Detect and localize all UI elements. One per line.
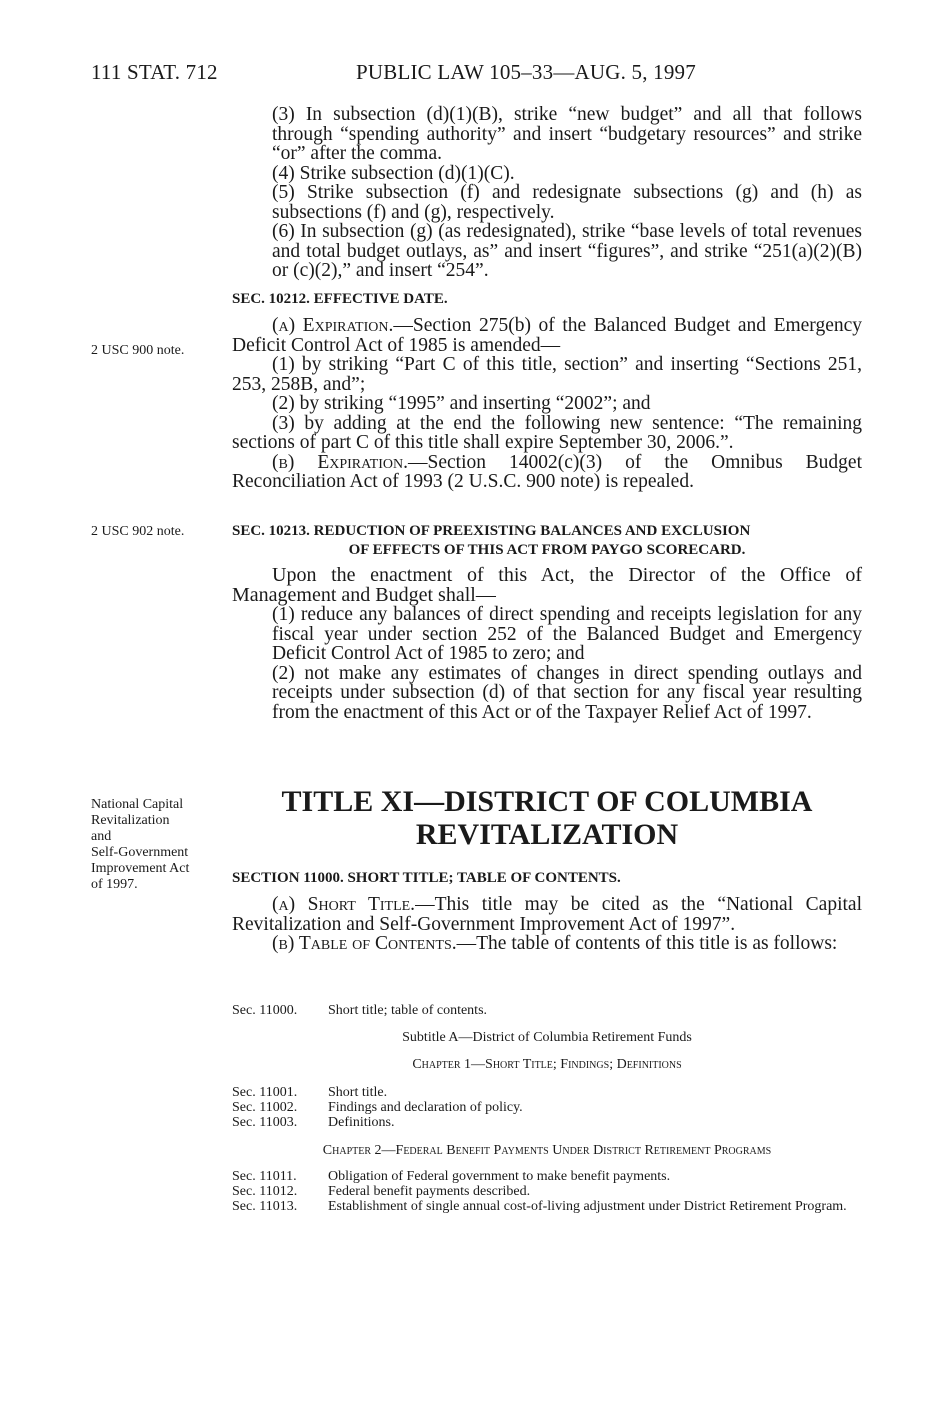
toc-entry <box>232 1199 862 1214</box>
toc-entry-number: Sec. 11013. <box>232 1199 298 1214</box>
subsection-a-label: (a) Expiration. <box>272 315 394 336</box>
toc-entry-title: Establishment of single annual cost-of-living adjustment under District Retirement Program. <box>328 1199 847 1214</box>
toc-entry-title: Findings and declaration of policy. <box>328 1100 523 1115</box>
section-10212 <box>232 290 862 355</box>
chapter-1-heading: Chapter 1—Short Title; Findings; Definitions <box>412 1057 682 1072</box>
toc-entry-number: Sec. 11003. <box>232 1115 298 1130</box>
paragraph-5: (5) Strike subsection (f) and redesignate subsections (g) and (h) as subsections (f) and (g), respectively. <box>272 182 862 223</box>
running-head: PUBLIC LAW 105–33—AUG. 5, 1997 <box>356 60 696 84</box>
margin-note-line: National Capital <box>91 797 184 812</box>
section-heading-11000: SECTION 11000. SHORT TITLE; TABLE OF CONTENTS. <box>232 870 621 886</box>
paragraph-4 <box>232 164 862 184</box>
subsection-b-label: (b) Expiration. <box>272 451 408 473</box>
short-title-text: —This title may be cited as the “National Capital Revitalization and Self-Government Improvement Act of 1997”. <box>232 894 862 935</box>
subsection-b-text: —Section 14002(c)(3) of the Omnibus Budget Reconciliation Act of 1993 (2 U.S.C. 900 note) is repealed. <box>232 451 862 492</box>
margin-note-dc-act <box>91 797 189 893</box>
toc-entry <box>232 1184 862 1199</box>
toc-entry <box>232 1100 862 1115</box>
directive-1: (1) reduce any balances of direct spending and receipts legislation for any fiscal year under section 252 of the Balanced Budget and Emergency Deficit Control Act of 1985 to zero; and <box>272 604 862 664</box>
toc-entry <box>232 1115 862 1130</box>
title-heading-line1: TITLE XI—DISTRICT OF COLUMBIA <box>281 785 813 818</box>
toc-entry-number: Sec. 11001. <box>232 1085 298 1100</box>
chapter-2-heading: Chapter 2—Federal Benefit Payments Under District Retirement Programs <box>322 1143 772 1158</box>
toc-entry-title: Short title; table of contents. <box>328 1003 488 1018</box>
subtitle-a-heading: Subtitle A—District of Columbia Retirement Funds <box>402 1030 692 1045</box>
margin-note-line: of 1997. <box>91 877 138 892</box>
margin-note-line: Self-Government <box>91 845 189 860</box>
toc-entry-number: Sec. 11002. <box>232 1100 298 1115</box>
toc-entry-title: Short title. <box>328 1085 388 1100</box>
toc-entry <box>232 1169 862 1184</box>
table-of-contents-intro <box>232 934 862 954</box>
paragraph-3: (3) In subsection (d)(1)(B), strike “new budget” and all that follows through “spending authority” and insert “budgetary resources” and strike “or” after the comma. <box>272 104 862 164</box>
table-of-contents <box>232 1003 862 1214</box>
toc-entry-number: Sec. 11000. <box>232 1003 298 1018</box>
margin-note-2usc902: 2 USC 902 note. <box>91 524 185 539</box>
toc-entry-number: Sec. 11012. <box>232 1184 298 1199</box>
toc-entry-title: Definitions. <box>328 1115 395 1130</box>
directive-2: (2) not make any estimates of changes in direct spending outlays and receipts under subsection (d) of that section for any fiscal year resulting from the enactment of this Act or of the Taxpayer Relief Act of 1997. <box>272 662 862 723</box>
clause-3: (3) by adding at the end the following new sentence: “The remaining sections of part C of this title shall expire September 30, 2006.”. <box>232 412 862 453</box>
toc-entry-title: Obligation of Federal government to make benefit payments. <box>328 1169 671 1184</box>
section-10212-clauses <box>232 355 862 492</box>
margin-note-2usc900: 2 USC 900 note. <box>91 343 185 358</box>
subsection-a <box>232 316 862 355</box>
margin-note-line: Revitalization <box>91 813 170 828</box>
margin-note-line: Improvement Act <box>91 861 190 876</box>
paragraph-6: (6) In subsection (g) (as redesignated), strike “base levels of total revenues and total budget outlays, as” and insert “figures”, and strike “251(a)(2)(B) or (c)(2),” and insert “254”. <box>272 221 862 281</box>
clause-2: (2) by striking “1995” and inserting “2002”; and <box>272 393 651 414</box>
page-citation: 111 STAT. 712 <box>91 60 218 84</box>
title-heading-line2: REVITALIZATION <box>415 818 679 851</box>
margin-note-line: and <box>91 829 112 844</box>
toc-entry-number: Sec. 11011. <box>232 1169 297 1184</box>
toc-entry <box>232 1085 862 1100</box>
subsection-a-text: —Section 275(b) of the Balanced Budget and Emergency Deficit Control Act of 1985 is amended— <box>232 315 862 356</box>
toc-label: (b) Table of Contents. <box>272 933 457 954</box>
amendment-paragraphs <box>232 105 862 281</box>
toc-intro-text: —The table of contents of this title is as follows: <box>456 933 838 954</box>
paragraph-4-text: (4) Strike subsection (d)(1)(C). <box>272 162 515 184</box>
subsection-b <box>232 453 862 492</box>
section-heading-10212: SEC. 10212. EFFECTIVE DATE. <box>232 291 448 307</box>
section-11000 <box>232 869 862 954</box>
upon-enactment: Upon the enactment of this Act, the Director of the Office of Management and Budget shall— <box>232 564 862 606</box>
short-title <box>232 895 862 934</box>
clause-1: (1) by striking “Part C of this title, section” and inserting “Sections 251, 253, 258B, and”; <box>232 354 862 395</box>
section-heading-10213-cont: OF EFFECTS OF THIS ACT FROM PAYGO SCORECARD. <box>348 542 746 558</box>
toc-entry-title: Federal benefit payments described. <box>328 1184 531 1199</box>
short-title-label: (a) Short Title. <box>272 894 416 915</box>
toc-entry <box>232 1003 862 1018</box>
title-xi <box>232 785 862 851</box>
section-10213 <box>232 522 862 722</box>
section-heading-10213: SEC. 10213. REDUCTION OF PREEXISTING BALANCES AND EXCLUSION <box>232 523 751 539</box>
